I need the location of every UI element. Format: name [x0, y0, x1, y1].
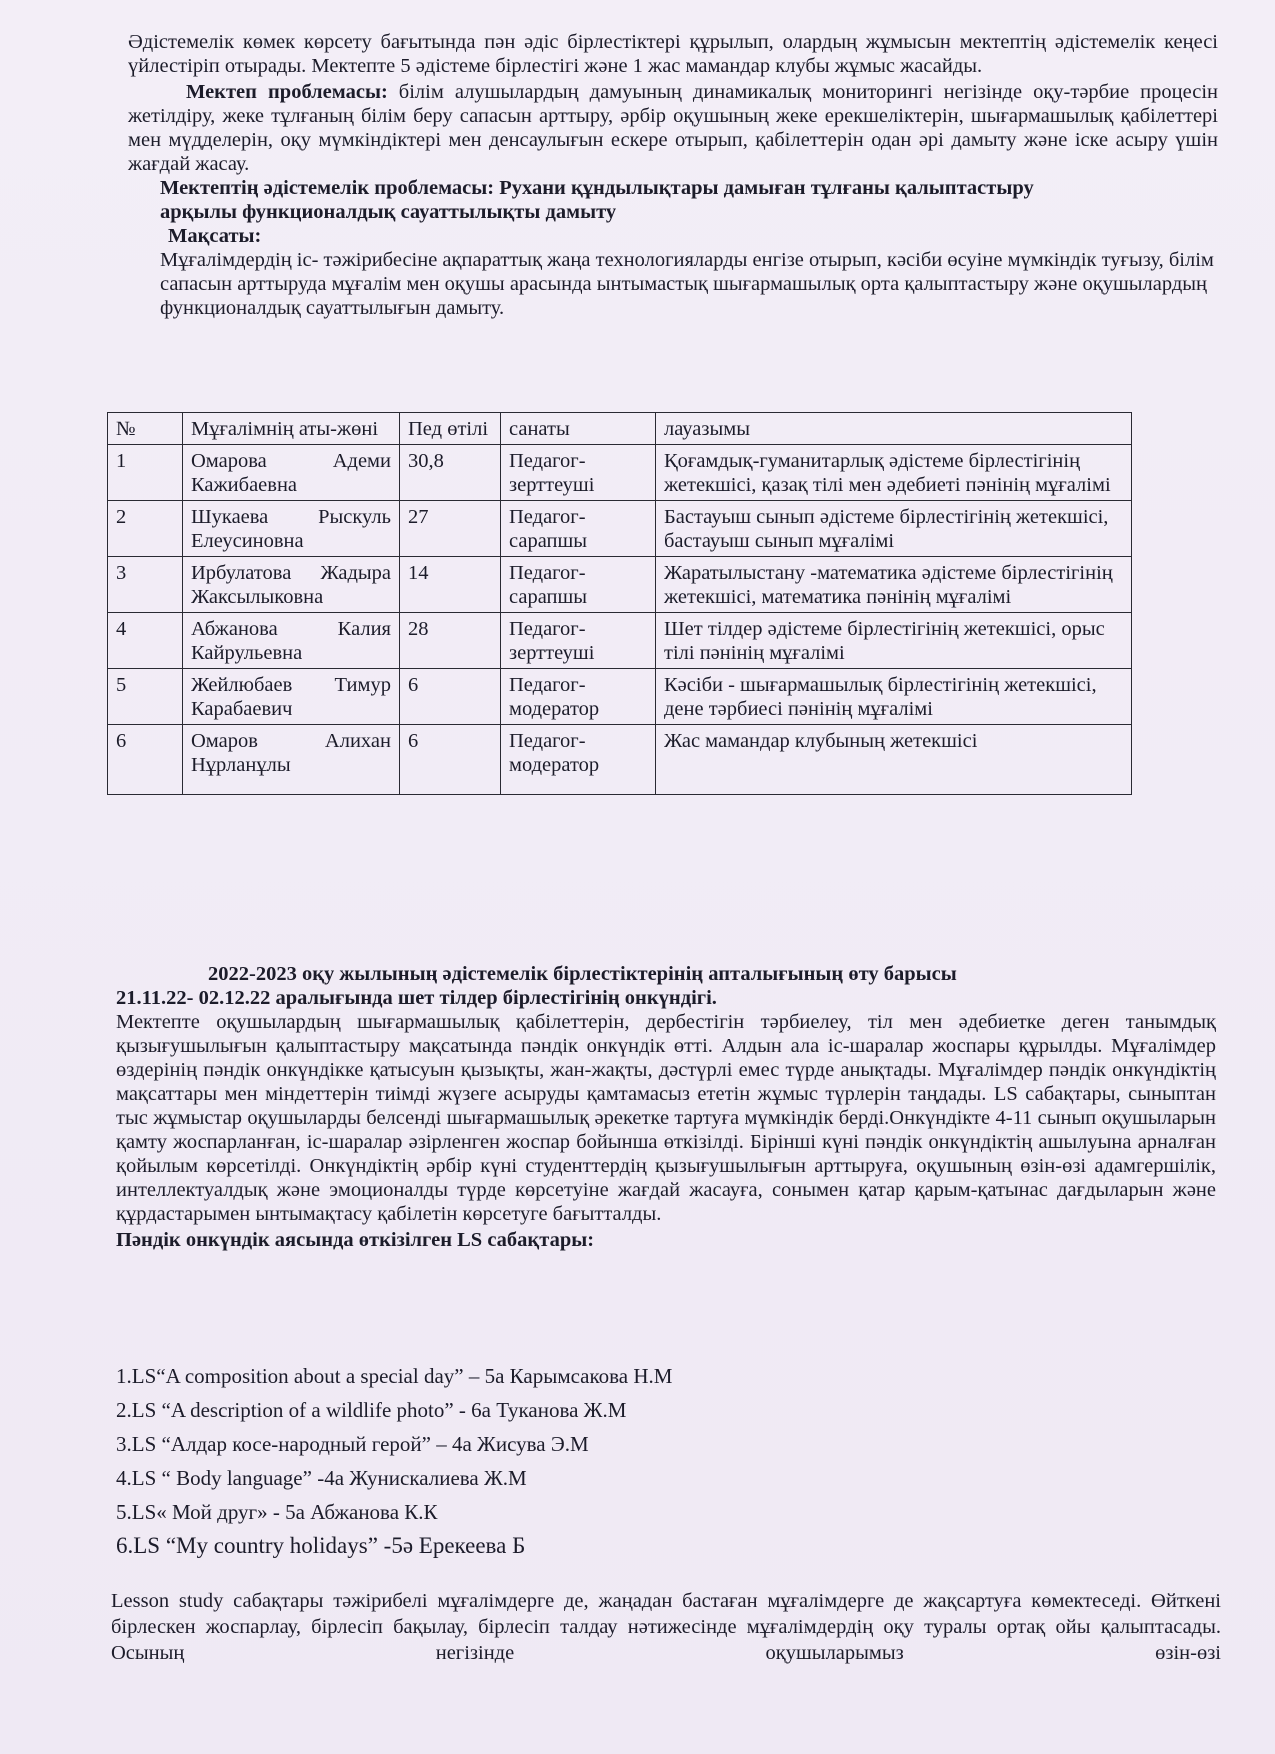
cell-category: Педагог-модератор	[501, 669, 656, 725]
table-row	[108, 669, 1132, 725]
cell-position: Жаратылыстану -математика әдістеме бірлестігінің жетекшісі, математика пәнінің мұғалімі	[656, 557, 1132, 613]
list-item: 1.LS“A composition about a special day” – 5а Карымсакова Н.М	[116, 1364, 673, 1388]
closing-block	[111, 1588, 1221, 1666]
cell-no: 4	[108, 613, 183, 669]
header-no: №	[108, 413, 183, 445]
teachers-table	[107, 412, 1132, 795]
list-item: 3.LS “Алдар косе-народный герой” – 4а Жисува Э.М	[116, 1432, 589, 1456]
cell-no: 1	[108, 445, 183, 501]
ls-heading: Пәндік онкүндік аясында өткізілген LS сабақтары:	[116, 1229, 595, 1251]
cell-category: Педагог-сарапшы	[501, 501, 656, 557]
goal-label: Мақсаты:	[168, 225, 262, 247]
cell-category: Педагог-модератор	[501, 725, 656, 795]
school-problem-text: білім алушылардың дамуының динамикалық мониторингі негізінде оқу-тәрбие процесін жетілдіру, жеке тұлғаның білім беру сапасын арттыру, әрбір оқушының жеке ерекшеліктерін, шығармашылық қабілеттері мен мүдделерін, оқу мүмкіндіктері мен денсаулығын ескере отырып, қабілеттерін одан әрі дамыту және іске асыру үшін жағдай жасау.	[128, 81, 1218, 175]
cell-experience: 27	[400, 501, 501, 557]
list-item: 5.LS« Мой друг» - 5а Абжанова К.К	[116, 1500, 438, 1524]
top-text-block	[128, 30, 1218, 320]
cell-position: Шет тілдер әдістеме бірлестігінің жетекшісі, орыс тілі пәнінің мұғалімі	[656, 613, 1132, 669]
cell-category: Педагог-зерттеуші	[501, 613, 656, 669]
ls-lessons-list	[116, 1364, 672, 1568]
header-name: Мұғалімнің аты-жөні	[183, 413, 400, 445]
cell-position: Жас мамандар клубының жетекшісі	[656, 725, 1132, 795]
header-position: лауазымы	[656, 413, 1132, 445]
table-row	[108, 445, 1132, 501]
cell-experience: 6	[400, 669, 501, 725]
table-header-row	[108, 413, 1132, 445]
week-paragraph: Мектепте оқушылардың шығармашылық қабілеттерін, дербестігін тәрбиелеу, тіл мен әдебиетке деген танымдық қызығушылығын қалыптастыру мақсатында пәндік онкүндік өтті. Алдын ала іс-шаралар жоспары құрылды. Мұғалімдер өздерінің пәндік онкүндікке қатысуын қызықты, жан-жақты, дәстүрлі емес түрде анықтады. Мұғалімдер пәндік онкүндіктің мақсаттары мен міндеттерін тиімді жүзеге асыруды қамтамасыз ететін жұмыс түрлерін таңдады. LS сабақтары, сыныптан тыс жұмыстар оқушыларды белсенді шығармашылық әрекетке тартуға мүмкіндік берді.Онкүндікте 4-11 сынып оқушыларын қамту жоспарланған, іс-шаралар әзірленген жоспар бойынша өткізілді. Бірінші күні пәндік онкүндіктің ашылуына арналған қойылым көрсетілді. Онкүндіктің әрбір күні студенттердің қызығушылығын арттыруға, оқушының өзін-өзі адамгершілік, интеллектуалдық және эмоционалды түрде көрсетуіне жағдай жасауға, сонымен қатар қарым-қатынас дағдыларын және құрдастарымен ынтымақтасу қабілетін көрсетуге бағытталды.	[116, 1011, 1216, 1225]
cell-no: 5	[108, 669, 183, 725]
table-row	[108, 557, 1132, 613]
cell-experience: 28	[400, 613, 501, 669]
cell-position: Қоғамдық-гуманитарлық әдістеме бірлестігінің жетекшісі, қазақ тілі мен әдебиеті пәнінің мұғалімі	[656, 445, 1132, 501]
cell-position: Бастауыш сынып әдістеме бірлестігінің жетекшісі, бастауыш сынып мұғалімі	[656, 501, 1132, 557]
list-item: 6.LS “My country holidays” -5ә Ерекеева Б	[116, 1533, 526, 1558]
closing-paragraph: Lesson study сабақтары тәжірибелі мұғалімдерге де, жаңадан бастаған мұғалімдерге де жақсартуға көмектеседі. Өйткені бірлескен жоспарлау, бірлесіп бақылау, бірлесіп талдау нәтижесінде мұғалімдердің оқу туралы ортақ ойы қалыптасады. Осының негізінде оқушыларымыз өзін-өзі	[111, 1590, 1221, 1664]
week-section	[116, 962, 1216, 1252]
cell-name: Жейлюбаев Тимур Карабаевич	[183, 669, 400, 725]
table-row	[108, 725, 1132, 795]
method-problem: Мектептің әдістемелік проблемасы: Рухани құндылықтары дамыған тұлғаны қалыптастыру арқылы функционалдық сауаттылықты дамыту	[160, 177, 1034, 223]
cell-no: 3	[108, 557, 183, 613]
header-experience: Пед өтілі	[400, 413, 501, 445]
cell-category: Педагог-сарапшы	[501, 557, 656, 613]
cell-name: Ирбулатова Жадыра Жаксылыковна	[183, 557, 400, 613]
intro-paragraph: Әдістемелік көмек көрсету бағытында пән әдіс бірлестіктері құрылып, олардың жұмысын мектептің әдістемелік кеңесі үйлестіріп отырады. Мектепте 5 әдістеме бірлестігі және 1 жас мамандар клубы жұмыс жасайды.	[128, 31, 1218, 77]
cell-name: Абжанова Калия Кайрульевна	[183, 613, 400, 669]
header-category: санаты	[501, 413, 656, 445]
cell-name: Омарова Адеми Кажибаевна	[183, 445, 400, 501]
cell-position: Кәсіби - шығармашылық бірлестігінің жетекшісі, дене тәрбиесі пәнінің мұғалімі	[656, 669, 1132, 725]
cell-name: Шукаева Рыскуль Елеусиновна	[183, 501, 400, 557]
week-heading-line1: 2022-2023 оқу жылының әдістемелік бірлестіктерінің апталығының өту барысы	[208, 963, 957, 985]
list-item: 2.LS “A description of a wildlife photo” - 6а Туканова Ж.М	[116, 1398, 627, 1422]
cell-no: 6	[108, 725, 183, 795]
cell-no: 2	[108, 501, 183, 557]
cell-experience: 30,8	[400, 445, 501, 501]
goal-text: Мұғалімдердің іс- тәжірибесіне ақпараттық жаңа технологияларды енгізе отырып, кәсіби өсуіне мүмкіндік туғызу, білім сапасын арттыруда мұғалім мен оқушы арасында ынтымастық шығармашылық орта қалыптастыру және оқушылардың функционалдық сауаттылығын дамыту.	[160, 249, 1214, 319]
week-heading-line2: 21.11.22- 02.12.22 аралығында шет тілдер бірлестігінің онкүндігі.	[116, 987, 717, 1009]
list-item: 4.LS “ Body language” -4а Жунискалиева Ж.М	[116, 1466, 527, 1490]
table-row	[108, 613, 1132, 669]
cell-name: Омаров Алихан Нұрланұлы	[183, 725, 400, 795]
table-row	[108, 501, 1132, 557]
cell-experience: 14	[400, 557, 501, 613]
cell-experience: 6	[400, 725, 501, 795]
school-problem-label: Мектеп проблемасы:	[186, 81, 388, 103]
cell-category: Педагог-зерттеуші	[501, 445, 656, 501]
school-problem-paragraph	[128, 80, 1218, 176]
